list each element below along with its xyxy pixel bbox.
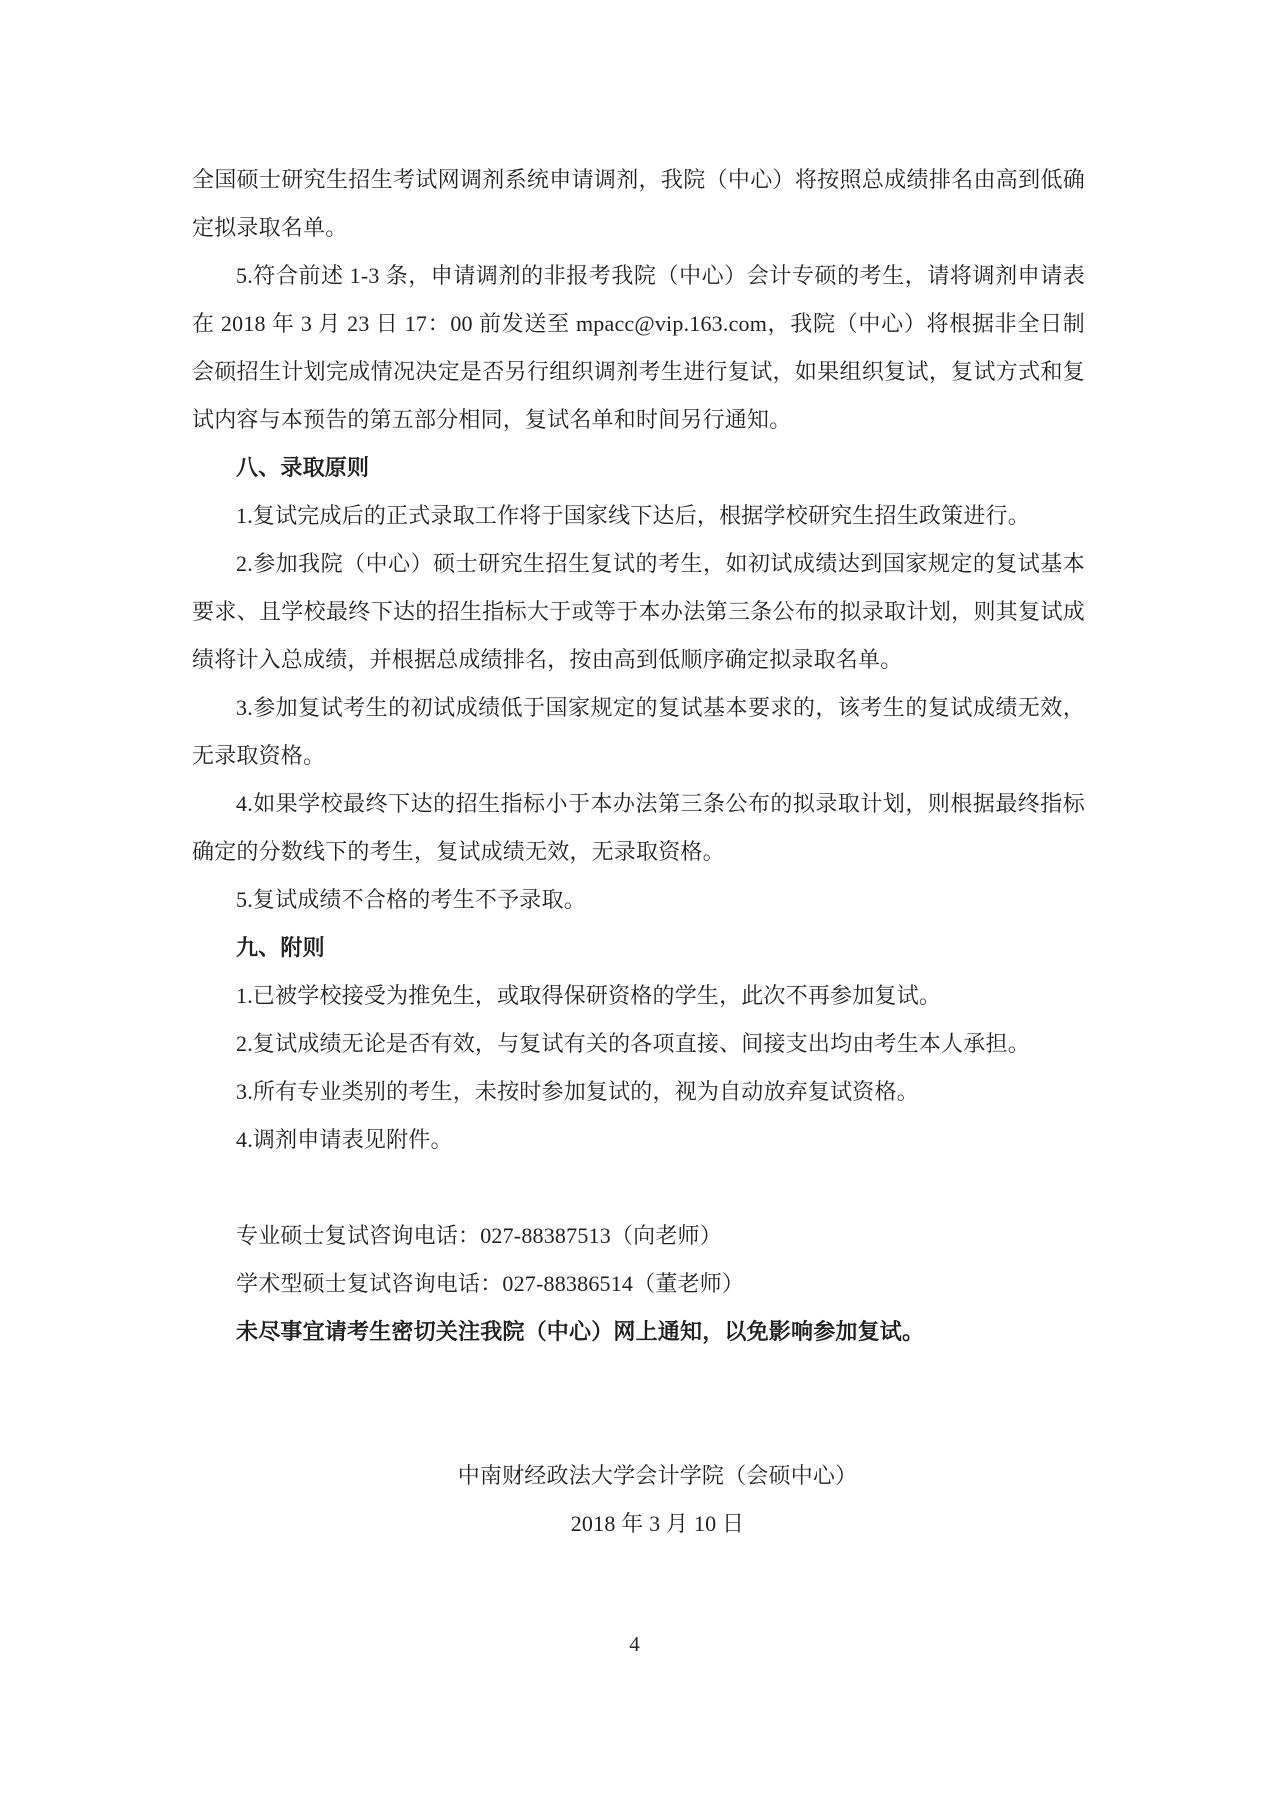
text-line: 全国硕士研究生招生考试网调剂系统申请调剂，我院（中心）将按照总成绩排名由高到低确: [192, 167, 1085, 192]
text-line: 2.参加我院（中心）硕士研究生招生复试的考生，如初试成绩达到国家规定的复试基本: [236, 551, 1085, 576]
page-number: 4: [629, 1632, 640, 1656]
text-line: 3.参加复试考生的初试成绩低于国家规定的复试基本要求的，该考生的复试成绩无效，: [236, 695, 1085, 720]
text-line: 确定的分数线下的考生，复试成绩无效，无录取资格。: [192, 839, 725, 864]
text-line: 会硕招生计划完成情况决定是否另行组织调剂考生进行复试，如果组织复试，复试方式和复: [192, 359, 1085, 384]
blank-line: [192, 1404, 1085, 1452]
text-line: 专业硕士复试咨询电话：027-88387513（向老师）: [236, 1223, 722, 1248]
text-line: 5.复试成绩不合格的考生不予录取。: [236, 887, 586, 912]
text-line: 要求、且学校最终下达的招生指标大于或等于本办法第三条公布的拟录取计划，则其复试成: [192, 599, 1085, 624]
text-line: 试内容与本预告的第五部分相同，复试名单和时间另行通知。: [192, 407, 792, 432]
notice-line: 未尽事宜请考生密切关注我院（中心）网上通知，以免影响参加复试。: [236, 1319, 925, 1344]
document-body: [192, 156, 1085, 1548]
blank-line: [192, 1164, 1085, 1212]
text-line: 学术型硕士复试咨询电话：027-88386514（董老师）: [236, 1271, 745, 1296]
section-heading: 九、附则: [236, 935, 325, 960]
text-line: 4.调剂申请表见附件。: [236, 1127, 453, 1152]
text-line: 绩将计入总成绩，并根据总成绩排名，按由高到低顺序确定拟录取名单。: [192, 647, 903, 672]
text-line: 定拟录取名单。: [192, 215, 348, 240]
text-line: 1.已被学校接受为推免生，或取得保研资格的学生，此次不再参加复试。: [236, 983, 942, 1008]
text-line: 3.所有专业类别的考生，未按时参加复试的，视为自动放弃复试资格。: [236, 1079, 919, 1104]
text-line: 无录取资格。: [192, 743, 326, 768]
text-line: 在 2018 年 3 月 23 日 17：00 前发送至 mpacc@vip.163.com，我院（中心）将根据非全日制: [192, 311, 1085, 336]
signature-line: 2018 年 3 月 10 日: [570, 1511, 745, 1536]
section-heading: 八、录取原则: [236, 455, 370, 480]
blank-line: [192, 1356, 1085, 1404]
text-line: 1.复试完成后的正式录取工作将于国家线下达后，根据学校研究生招生政策进行。: [236, 503, 1030, 528]
text-line: 2.复试成绩无论是否有效，与复试有关的各项直接、间接支出均由考生本人承担。: [236, 1031, 1030, 1056]
signature-line: 中南财经政法大学会计学院（会硕中心）: [457, 1463, 858, 1488]
text-line: 5.符合前述 1-3 条，申请调剂的非报考我院（中心）会计专硕的考生，请将调剂申请表: [236, 263, 1085, 288]
text-line: 4.如果学校最终下达的招生指标小于本办法第三条公布的拟录取计划，则根据最终指标: [236, 791, 1085, 816]
